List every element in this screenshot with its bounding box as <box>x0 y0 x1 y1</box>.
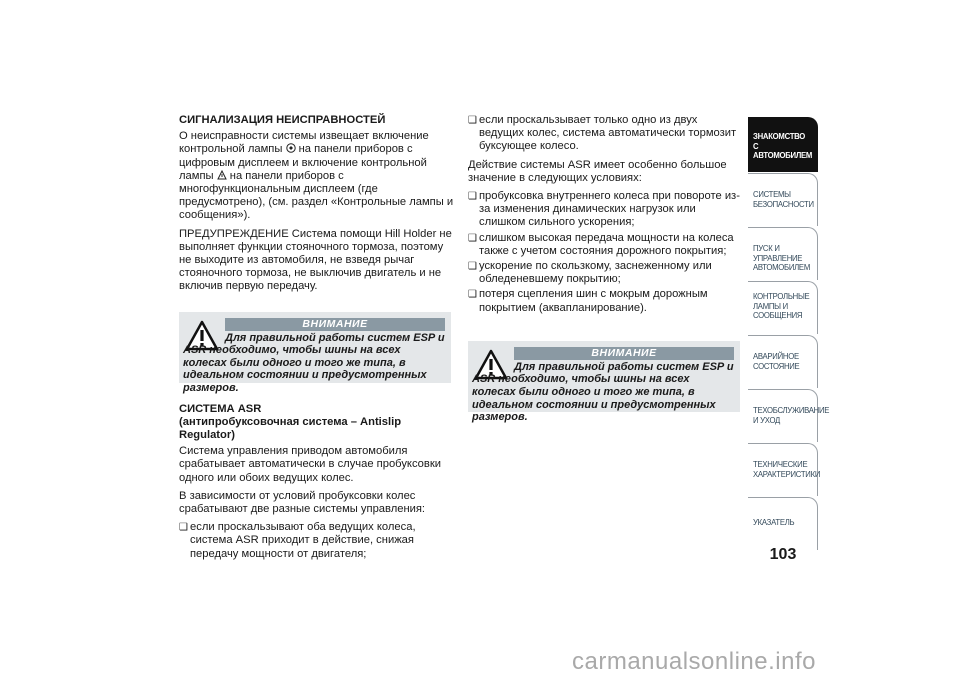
list-item: ❑ если проскальзывает только одно из двух ведущих колес, система автоматически тормозит буксующее колесо. <box>468 114 743 154</box>
tab-label: ТЕХОБСЛУЖИВАНИЕ И УХОД <box>753 405 830 425</box>
tab-label: УКАЗАТЕЛЬ <box>753 517 795 527</box>
warning-text: Для правильной работы систем ESP и ASR необходимо, чтобы шины на всех колесах были одного и того же типа, в идеальном состоянии и предусмотренных размеров. <box>472 360 734 424</box>
tab-technical-specs[interactable] <box>748 443 821 496</box>
paragraph-asr-intro: Система управления приводом автомобиля срабатывает автоматически в случае пробуксовки одного или обоих ведущих колес. <box>179 445 441 484</box>
tab-getting-to-know[interactable] <box>748 117 818 172</box>
paragraph-asr-importance: Действие системы ASR имеет особенно большое значение в следующих условиях: <box>468 158 727 184</box>
tab-index[interactable] <box>748 497 818 550</box>
watermark: carmanualsonline.info <box>572 648 816 675</box>
tab-warning-lights[interactable] <box>748 281 818 334</box>
section-heading-malfunction: СИГНАЛИЗАЦИЯ НЕИСПРАВНОСТЕЙ <box>179 114 386 126</box>
warning-title: ВНИМАНИЕ <box>514 347 734 360</box>
paragraph-text-b: на панели приборов с цифровым дисплеем и включение контрольной лампы <box>179 143 427 182</box>
list-item: ❑ потеря сцепления шин с мокрым дорожным покрытием (аквапланирование). <box>468 288 743 314</box>
paragraph-asr-conditions: В зависимости от условий пробуксовки колес срабатывают две разные системы управления: <box>179 489 426 516</box>
skid-lamp-icon <box>217 170 227 180</box>
list-item: ❑ пробуксовка внутреннего колеса при повороте из-за изменения динамических нагрузок или слишком сильного ускорения; <box>468 190 743 230</box>
chapter-tabs <box>748 117 830 551</box>
left-column <box>179 114 454 563</box>
tab-maintenance[interactable] <box>748 389 830 442</box>
list-item: ❑ ускорение по скользкому, заснеженному или обледеневшему покрытию; <box>468 260 743 286</box>
right-column <box>468 114 743 430</box>
warning-box-right <box>468 341 740 424</box>
paragraph-hill-holder: ПРЕДУПРЕЖДЕНИЕ Система помощи Hill Holder не выполняет функции стояночного тормоза, поэтому не выходите из автомобиля, не взведя рычаг стояночного тормоза, не выключив двигатель и не включив первую передачу. <box>179 227 452 293</box>
warning-box-left <box>179 312 451 395</box>
heading-asr-line1: СИСТЕМА ASR <box>179 402 262 415</box>
page-number: 103 <box>769 546 797 563</box>
warning-text: Для правильной работы систем ESP и ASR необходимо, чтобы шины на всех колесах были одного и того же типа, в идеальном состоянии и предусмотренных размеров. <box>183 331 445 395</box>
tab-label: АВАРИЙНОЕ СОСТОЯНИЕ <box>753 351 800 371</box>
paragraph-text-c: на панели приборов с многофункциональным дисплеем (где предусмотрено), (см. раздел «Контрольные лампы и сообщения»). <box>179 169 454 222</box>
list-item: ❑ слишком высокая передача мощности на колеса также с учетом состояния дорожного покрытия; <box>468 232 743 258</box>
section-heading-asr <box>179 403 454 443</box>
tab-safety-systems[interactable] <box>748 173 818 226</box>
tab-starting-driving[interactable] <box>748 227 818 280</box>
tab-label: ЗНАКОМСТВО С АВТОМОБИЛЕМ <box>753 131 813 161</box>
tab-label: ПУСК И УПРАВЛЕНИЕ АВТОМОБИЛЕМ <box>753 243 810 273</box>
paragraph-text-a: О неисправности системы извещает включение контрольной лампы <box>179 130 429 156</box>
warning-lamp-icon <box>286 143 296 153</box>
list-item: ❑ если проскальзывают оба ведущих колеса, система ASR приходит в действие, снижая передачу мощности от двигателя; <box>179 521 454 561</box>
tab-label: ТЕХНИЧЕСКИЕ ХАРАКТЕРИСТИКИ <box>753 459 821 479</box>
warning-title: ВНИМАНИЕ <box>225 318 445 331</box>
tab-emergency[interactable] <box>748 335 818 388</box>
tab-label: КОНТРОЛЬНЫЕ ЛАМПЫ И СООБЩЕНИЯ <box>753 291 810 321</box>
heading-asr-line2: (антипробуксовочная система – Antislip Regulator) <box>179 415 402 442</box>
tab-label: СИСТЕМЫ БЕЗОПАСНОСТИ <box>753 189 814 209</box>
paragraph-malfunction <box>179 130 454 222</box>
